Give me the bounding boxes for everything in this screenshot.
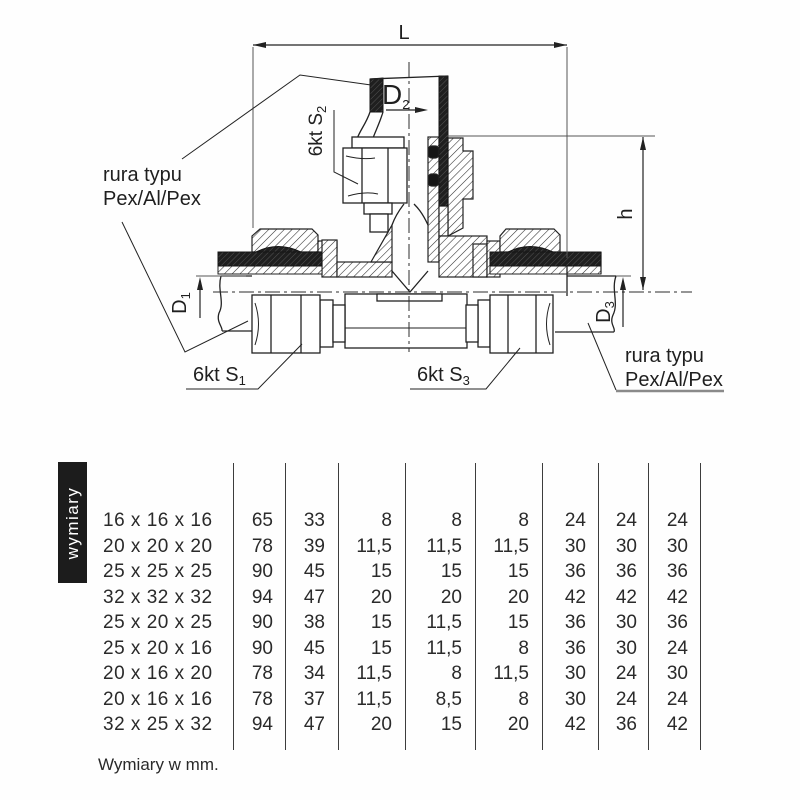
table-cell-value: 20	[440, 586, 462, 608]
table-cell-value: 42	[666, 586, 688, 608]
units-note: Wymiary w mm.	[98, 755, 219, 774]
table-cell-value: 94	[251, 586, 273, 608]
table-cell-value: 47	[303, 586, 325, 608]
table-cell-value: 20	[370, 714, 392, 735]
table-cell-size: 32 x 25 x 32	[103, 714, 213, 735]
dim-h-label: h	[615, 208, 637, 220]
table-cell-value: 11,5	[426, 612, 462, 633]
table-cell-value: 36	[564, 561, 586, 582]
table-cell-value: 30	[666, 535, 688, 557]
table-cell-value: 8	[381, 510, 392, 531]
svg-text:6kt S3: 6kt $S_3$	[417, 364, 470, 388]
dim-L-label: L	[398, 22, 410, 44]
svg-text:6kt S2: 6kt $S_2$	[306, 105, 329, 157]
table-cell-value: 42	[615, 586, 637, 608]
table-cell-value: 37	[303, 688, 325, 710]
table-cell-value: 90	[251, 561, 273, 582]
svg-text:D2: D2	[382, 79, 410, 112]
table-cell-value: 15	[370, 561, 392, 582]
table-cell-size: 25 x 25 x 25	[103, 561, 213, 582]
table-cell-value: 24	[615, 688, 637, 710]
table-cell-value: 30	[615, 612, 637, 633]
table-cell-value: 94	[251, 714, 273, 735]
table-cell-value: 33	[303, 510, 325, 531]
table-cell-value: 8	[451, 663, 462, 684]
table-cell-value: 36	[615, 714, 637, 735]
table-row	[0, 687, 800, 713]
table-cell-size: 16 x 16 x 16	[103, 510, 213, 531]
table-cell-value: 24	[615, 663, 637, 684]
table-cell-value: 78	[251, 663, 273, 684]
table-cell-value: 78	[251, 688, 273, 710]
table-row	[0, 712, 800, 738]
pipe-right-line2: Pex/Al/Pex	[625, 369, 723, 391]
table-cell-value: 45	[303, 561, 325, 582]
table-row	[0, 585, 800, 611]
pipe-left-line1: rura typu	[103, 164, 182, 186]
table-cell-value: 8	[451, 510, 462, 531]
table-cell-value: 24	[666, 688, 688, 710]
table-cell-value: 11,5	[356, 688, 392, 710]
table-cell-value: 36	[564, 612, 586, 633]
table-cell-value: 11,5	[493, 663, 529, 684]
table-cell-value: 42	[666, 714, 688, 735]
svg-text:6kt S1: 6kt $S_1$	[193, 364, 246, 388]
table-cell-value: 24	[615, 510, 637, 531]
table-cell-value: 24	[666, 637, 688, 659]
table-cell-value: 36	[666, 561, 688, 582]
table-cell-value: 36	[564, 637, 586, 659]
table-cell-value: 90	[251, 612, 273, 633]
table-cell-value: 15	[370, 612, 392, 633]
table-cell-value: 11,5	[426, 637, 462, 659]
table-cell-value: 90	[251, 637, 273, 659]
table-cell-value: 11,5	[356, 535, 392, 557]
table-row	[0, 508, 800, 534]
table-cell-size: 25 x 20 x 25	[103, 612, 213, 633]
table-cell-value: 11,5	[493, 535, 529, 557]
table-cell-value: 15	[440, 561, 462, 582]
table-cell-value: 11,5	[426, 535, 462, 557]
table-cell-value: 20	[370, 586, 392, 608]
table-cell-value: 8,5	[435, 688, 462, 710]
table-cell-value: 11,5	[356, 663, 392, 684]
table-cell-value: 34	[303, 663, 325, 684]
table-row	[0, 534, 800, 560]
pipe-left-line2: Pex/Al/Pex	[103, 188, 201, 210]
table-cell-value: 30	[564, 688, 586, 710]
table-cell-value: 20	[507, 714, 529, 735]
table-cell-size: 20 x 16 x 16	[103, 688, 213, 710]
table-cell-value: 78	[251, 535, 273, 557]
table-cell-value: 42	[564, 586, 586, 608]
table-side-label-text: wymiary	[62, 486, 82, 559]
table-cell-value: 30	[666, 663, 688, 684]
table-cell-value: 30	[615, 637, 637, 659]
table-cell-value: 30	[564, 535, 586, 557]
table-cell-size: 20 x 20 x 20	[103, 535, 213, 557]
table-cell-value: 15	[507, 561, 529, 582]
table-row	[0, 661, 800, 687]
table-row	[0, 636, 800, 662]
table-cell-value: 15	[440, 714, 462, 735]
table-cell-value: 39	[303, 535, 325, 557]
table-cell-value: 24	[564, 510, 586, 531]
table-cell-value: 42	[564, 714, 586, 735]
table-cell-value: 8	[518, 688, 529, 710]
table-row	[0, 610, 800, 636]
table-cell-size: 20 x 16 x 20	[103, 663, 213, 684]
table-cell-value: 36	[666, 612, 688, 633]
table-cell-value: 15	[370, 637, 392, 659]
table-cell-value: 45	[303, 637, 325, 659]
table-cell-value: 20	[507, 586, 529, 608]
table-row	[0, 559, 800, 585]
table-body	[0, 508, 800, 738]
table-cell-value: 8	[518, 510, 529, 531]
table-cell-value: 15	[507, 612, 529, 633]
table-cell-size: 25 x 20 x 16	[103, 637, 213, 659]
dim-D2-label: D	[382, 79, 403, 110]
table-cell-value: 65	[251, 510, 273, 531]
pipe-right-line1: rura typu	[625, 345, 704, 367]
table-cell-value: 47	[303, 714, 325, 735]
table-cell-value: 24	[666, 510, 688, 531]
table-cell-size: 32 x 32 x 32	[103, 586, 213, 608]
table-cell-value: 38	[303, 612, 325, 633]
table-cell-value: 36	[615, 561, 637, 582]
table-cell-value: 30	[564, 663, 586, 684]
svg-text:D3: $D_3$	[593, 301, 617, 323]
table-cell-value: 30	[615, 535, 637, 557]
svg-text:D1: $D_1$	[169, 292, 193, 314]
table-cell-value: 8	[518, 637, 529, 659]
